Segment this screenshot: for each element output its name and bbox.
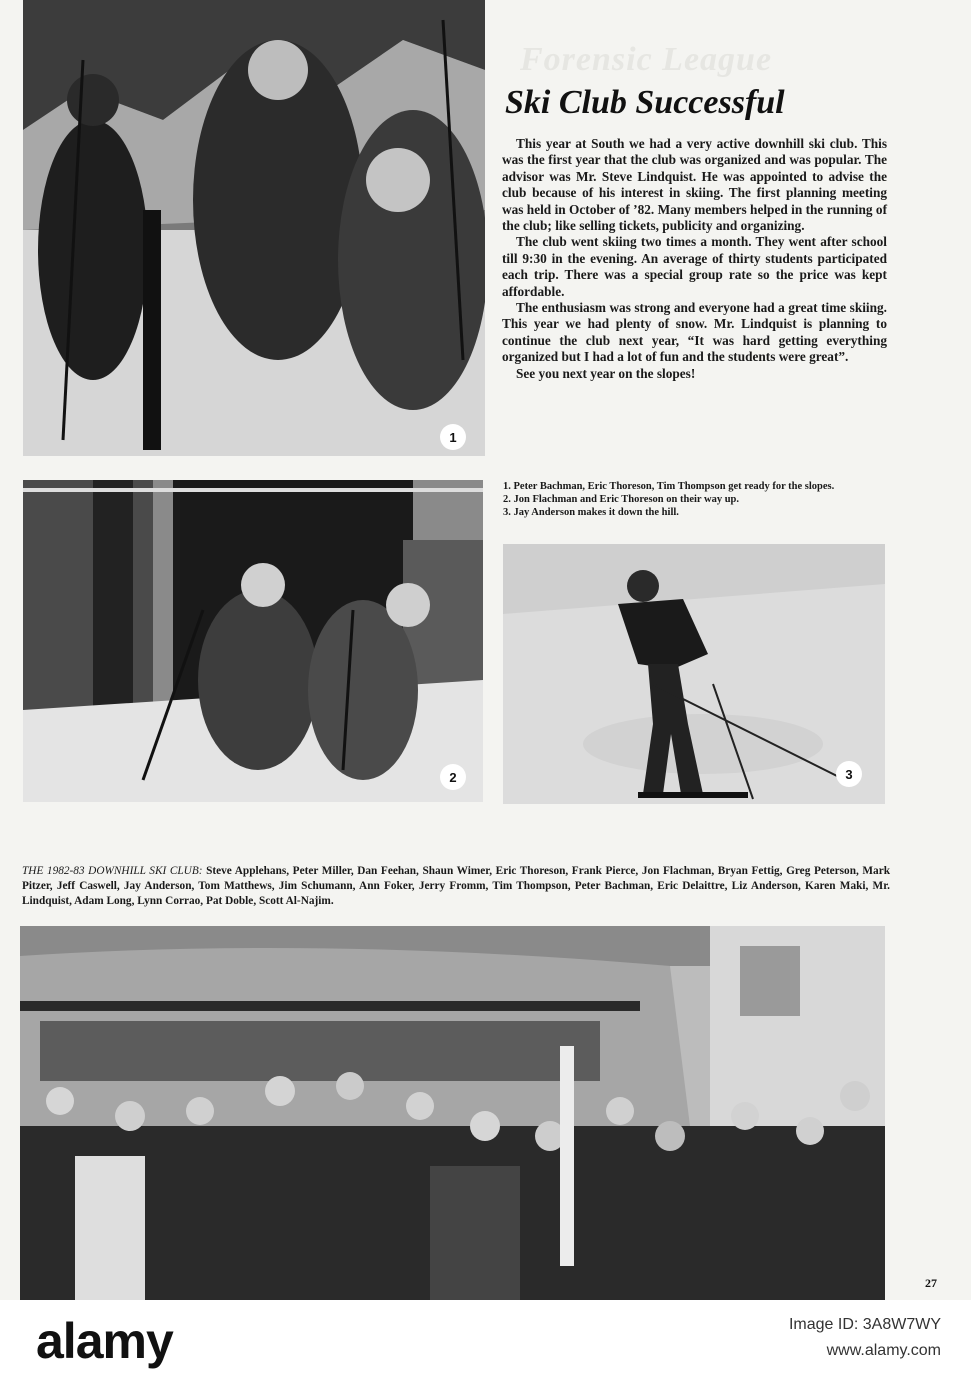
page-number: 27 xyxy=(925,1276,937,1290)
article-paragraph: The enthusiasm was strong and everyone had a great time skiing. This year we had plenty of snow. Mr. Lindquist is planning to continue the club next year, “It was hard getting everything organized but I had a lot of fun and the students were great”. xyxy=(502,300,887,365)
article-paragraph: See you next year on the slopes! xyxy=(516,365,696,381)
club-roster xyxy=(22,864,890,909)
photo-skier-downhill xyxy=(503,544,885,804)
article-paragraph: The club went skiing two times a month. They went after school till 9:30 in the evening. An average of thirty students participated each trip. There was a special group rate so the price was kept affordable. xyxy=(502,234,887,299)
photo-2-number-badge: 2 xyxy=(440,764,466,790)
article-body xyxy=(502,136,887,382)
photo-captions xyxy=(503,480,888,519)
photo-3-number-badge: 3 xyxy=(836,761,862,787)
photo-ski-group-image xyxy=(23,0,485,456)
watermark-meta xyxy=(789,1312,941,1364)
watermark-site: www.alamy.com xyxy=(826,1342,941,1359)
club-roster-names: Steve Applehans, Peter Miller, Dan Feehan, Shaun Wimer, Eric Thoreson, Frank Pierce, Jon Flachman, Bryan Fettig, Greg Peterson, Mark Pitzer, Jeff Caswell, Jay Anderson, Tom Matthews, Jim Schumann, Ann Foker, Jerry Fromm, Tim Thompson, Peter Bachman, Eric Delaittre, Liz Anderson, Karen Maki, Mr. Lindquist, Adam Long, Lynn Corrao, Pat Doble, Scott Al-Najim. xyxy=(22,865,890,907)
watermark-image-id: Image ID: 3A8W7WY xyxy=(788,1316,941,1333)
caption-item: 2. Jon Flachman and Eric Thoreson on their way up. xyxy=(503,494,739,505)
article-paragraph: This year at South we had a very active downhill ski club. This was the first year that the club was organized and was popular. The advisor was Mr. Steve Lindquist. He was appointed to advise the club because of his interest in skiing. The first planning meeting was held in October of ’82. Many members helped in the running of the club; like selling tickets, publicity and organizing. xyxy=(502,136,887,234)
watermark-logo: alamy xyxy=(36,1313,173,1369)
bleed-through-heading: Forensic League xyxy=(520,41,773,78)
photo-1-number-badge: 1 xyxy=(440,424,466,450)
photo-group-bus xyxy=(20,926,885,1300)
article-title: Ski Club Successful xyxy=(505,84,785,121)
photo-group-bus-image xyxy=(20,926,885,1300)
photo-skier-downhill-image xyxy=(503,544,885,804)
caption-item: 1. Peter Bachman, Eric Thoreson, Tim Thompson get ready for the slopes. xyxy=(503,481,835,492)
caption-item: 3. Jay Anderson makes it down the hill. xyxy=(503,507,679,518)
photo-chairlift-image xyxy=(23,480,483,802)
club-roster-label: THE 1982-83 DOWNHILL SKI CLUB: xyxy=(22,865,203,877)
photo-chairlift xyxy=(23,480,483,802)
photo-ski-group xyxy=(23,0,485,456)
